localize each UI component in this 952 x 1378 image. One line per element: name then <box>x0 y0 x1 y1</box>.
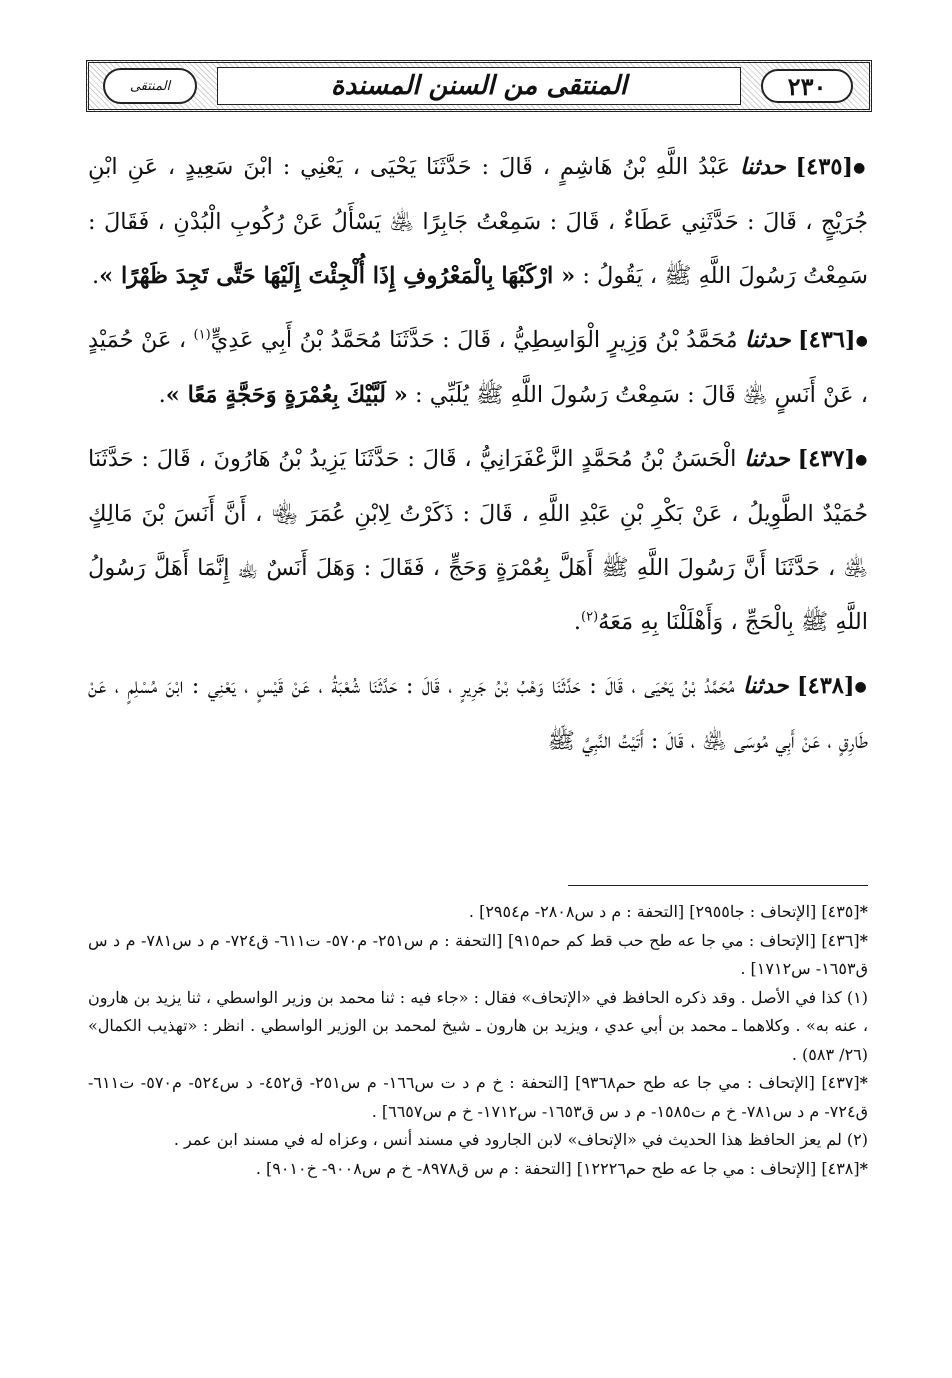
bullet-icon: ● <box>855 452 869 468</box>
footnote-text: [٤٣٦] [الإتحاف : مي جا عه طح حب قط كم حم٩١٥] [التحفة : م س٢٥١- م٥٧٠- ت٦١١- ق٧٢٤- م د س٧٨١- م د س ق١٦٥٣- س١٧١٢] . <box>88 930 868 978</box>
footnote-text: (٢) لم يعز الحافظ هذا الحديث في «الإتحاف» لابن الجارود في مسند أنس ، وعزاه له في مسند ابن عمر . <box>173 1130 868 1149</box>
isnad: مُحَمَّدُ بْنُ وَزِيرٍ الْوَاسِطِيُّ ، قَالَ : حَدَّثَنَا مُحَمَّدُ بْنُ أَبِي عَدِيٍّ <box>210 327 738 353</box>
star-icon: * <box>859 902 868 921</box>
haddathana-word: حدثنا <box>744 446 790 472</box>
end-mark: . <box>158 382 166 408</box>
footnote-text: (١) كذا في الأصل . وقد ذكره الحافظ في «الإتحاف» فقال : «جاء فيه : ثنا محمد بن وزير الواسطي ، ثنا يزيد بن هارون ، عنه به» . وكلاهما ـ محمد بن أبي عدي ، ويزيد بن هارون ـ شيخ لمحمد بن الوزير الواسطي . انظر : «تهذيب الكمال» (٢٦/ ٥٨٣) . <box>88 987 868 1064</box>
page-number <box>761 69 853 103</box>
isnad: الْحَسَنُ بْنُ مُحَمَّدٍ الزَّعْفَرَانِيُّ ، قَالَ : حَدَّثَنَا يَزِيدُ بْنُ هَارُونَ ، قَالَ : حَدَّثَنَا حُمَيْدٌ الطَّوِيلُ ، عَنْ بَكْرِ بْنِ عَبْدِ اللَّهِ ، قَالَ : ذَكَرْتُ لِابْنِ عُمَرَ ﵄ ، أَنَّ أَنَسَ بْنَ مَالِكٍ ﵁ ، حَدَّثَنَا أَنَّ رَسُولَ اللَّهِ ﷺ أَهَلَّ بِعُمْرَةٍ وَحَجٍّ ، فَقَالَ : وَهَلَ أَنَسٌ ﵀ إِنَّمَا أَهَلَّ رَسُولُ اللَّهِ ﷺ بِالْحَجِّ ، وَأَهْلَلْنَا بِهِ مَعَهُ <box>88 446 868 635</box>
bullet-icon: ● <box>853 160 869 176</box>
footnote-text: [٤٣٨] [الإتحاف : مي جا عه طح حم١٢٢٢٦] [التحفة : م س ق٨٩٧٨- خ م س٩٠٠٨- خ٩٠١٠] . <box>255 1158 860 1178</box>
footnote-note-1 <box>88 984 868 1070</box>
hadith-436 <box>88 313 868 422</box>
publisher-logo <box>103 68 197 104</box>
haddathana-word: حدثنا <box>744 327 791 353</box>
main-text <box>88 140 868 778</box>
star-icon: * <box>859 930 868 950</box>
title-banner <box>217 67 741 105</box>
footnote-divider <box>568 885 868 886</box>
hadith-number: [٤٣٦] <box>798 327 856 353</box>
matn: « لَبَّيْكَ بِعُمْرَةٍ وَحَجَّةٍ مَعًا » <box>165 382 408 408</box>
footnote-takhrij-437 <box>88 1069 868 1126</box>
footnote-takhrij-436 <box>88 927 868 984</box>
page-number-text: ٢٣٠ <box>787 71 827 101</box>
footnote-text: [٤٣٥] [الإتحاف : جا٢٩٥٥] [التحفة : م د س٢٨٠٨- م٢٩٥٤] . <box>468 902 860 921</box>
hadith-438 <box>88 659 868 768</box>
footnote-takhrij-435 <box>88 898 868 927</box>
footnotes <box>88 898 868 1183</box>
isnad: مُحَمَّدُ بْنُ يَحْيَى ، قَالَ : حَدَّثَنَا وَهْبُ بْنُ جَرِيرٍ ، قَالَ : حَدَّثَنَا شُعْبَةُ ، عَنْ قَيْسٍ ، يَعْنِي : ابْنَ مُسْلِمٍ ، عَنْ طَارِقٍ ، عَنْ أَبِي مُوسَى ﵁ ، قَالَ : أَتَيْتُ النَّبِيَّ ﷺ <box>88 673 868 754</box>
haddathana-word: حدثنا <box>742 673 789 699</box>
haddathana-word: حدثنا <box>739 154 786 180</box>
hadith-number: [٤٣٨] <box>796 673 855 699</box>
star-icon: * <box>859 1073 869 1092</box>
footnote-takhrij-438 <box>88 1155 868 1184</box>
hadith-435 <box>88 140 868 303</box>
footnote-note-2 <box>88 1126 868 1155</box>
footnote-marker: (٢) <box>581 609 599 625</box>
book-title: المنتقى من السنن المسندة <box>330 71 628 101</box>
bullet-icon: ● <box>854 679 869 695</box>
isnad: عَبْدُ اللَّهِ بْنُ هَاشِمٍ ، قَالَ : حَدَّثَنَا يَحْيَى ، يَعْنِي : ابْنَ سَعِيدٍ ، عَنِ ابْنِ جُرَيْجٍ ، قَالَ : حَدَّثَنِي عَطَاءٌ ، قَالَ : سَمِعْتُ جَابِرًا ﵁ يَسْأَلُ عَنْ رُكُوبِ الْبُدْنِ ، فَقَالَ : سَمِعْتُ رَسُولَ اللَّهِ ﷺ ، يَقُولُ : <box>88 154 868 289</box>
footnote-text: [٤٣٧] [الإتحاف : مي جا عه طح حم٩٣٦٨] [التحفة : خ م د ت س١٦٦- م س٢٥١- ق٤٥٢- د س٥٢٤- م٥٧٠- ت٦١١- ق٧٢٤- م د س٧٨١- خ م ت١٥٨٥- م د س ق١٦٥٣- س١٧١٢- خ م س٦٦٥٧] . <box>88 1073 868 1121</box>
hadith-number: [٤٣٧] <box>797 446 856 472</box>
end-mark: . <box>573 609 582 635</box>
bullet-icon: ● <box>855 333 869 349</box>
page-header <box>86 60 872 112</box>
hadith-437 <box>88 432 868 649</box>
logo-text: المنتقى <box>129 78 171 94</box>
star-icon: * <box>859 1158 868 1178</box>
hadith-number: [٤٣٥] <box>795 154 854 180</box>
isnad-continued: ، عَنْ حُمَيْدٍ ، عَنْ أَنَسٍ ﵁ قَالَ : سَمِعْتُ رَسُولَ اللَّهِ ﷺ يُلَبِّي : <box>88 327 868 408</box>
end-mark: . <box>91 263 100 289</box>
matn: « ارْكَبْهَا بِالْمَعْرُوفِ إِذَا أُلْجِئْتَ إِلَيْهَا حَتَّى تَجِدَ ظَهْرًا » <box>99 263 576 289</box>
footnote-marker: (١) <box>193 327 211 343</box>
